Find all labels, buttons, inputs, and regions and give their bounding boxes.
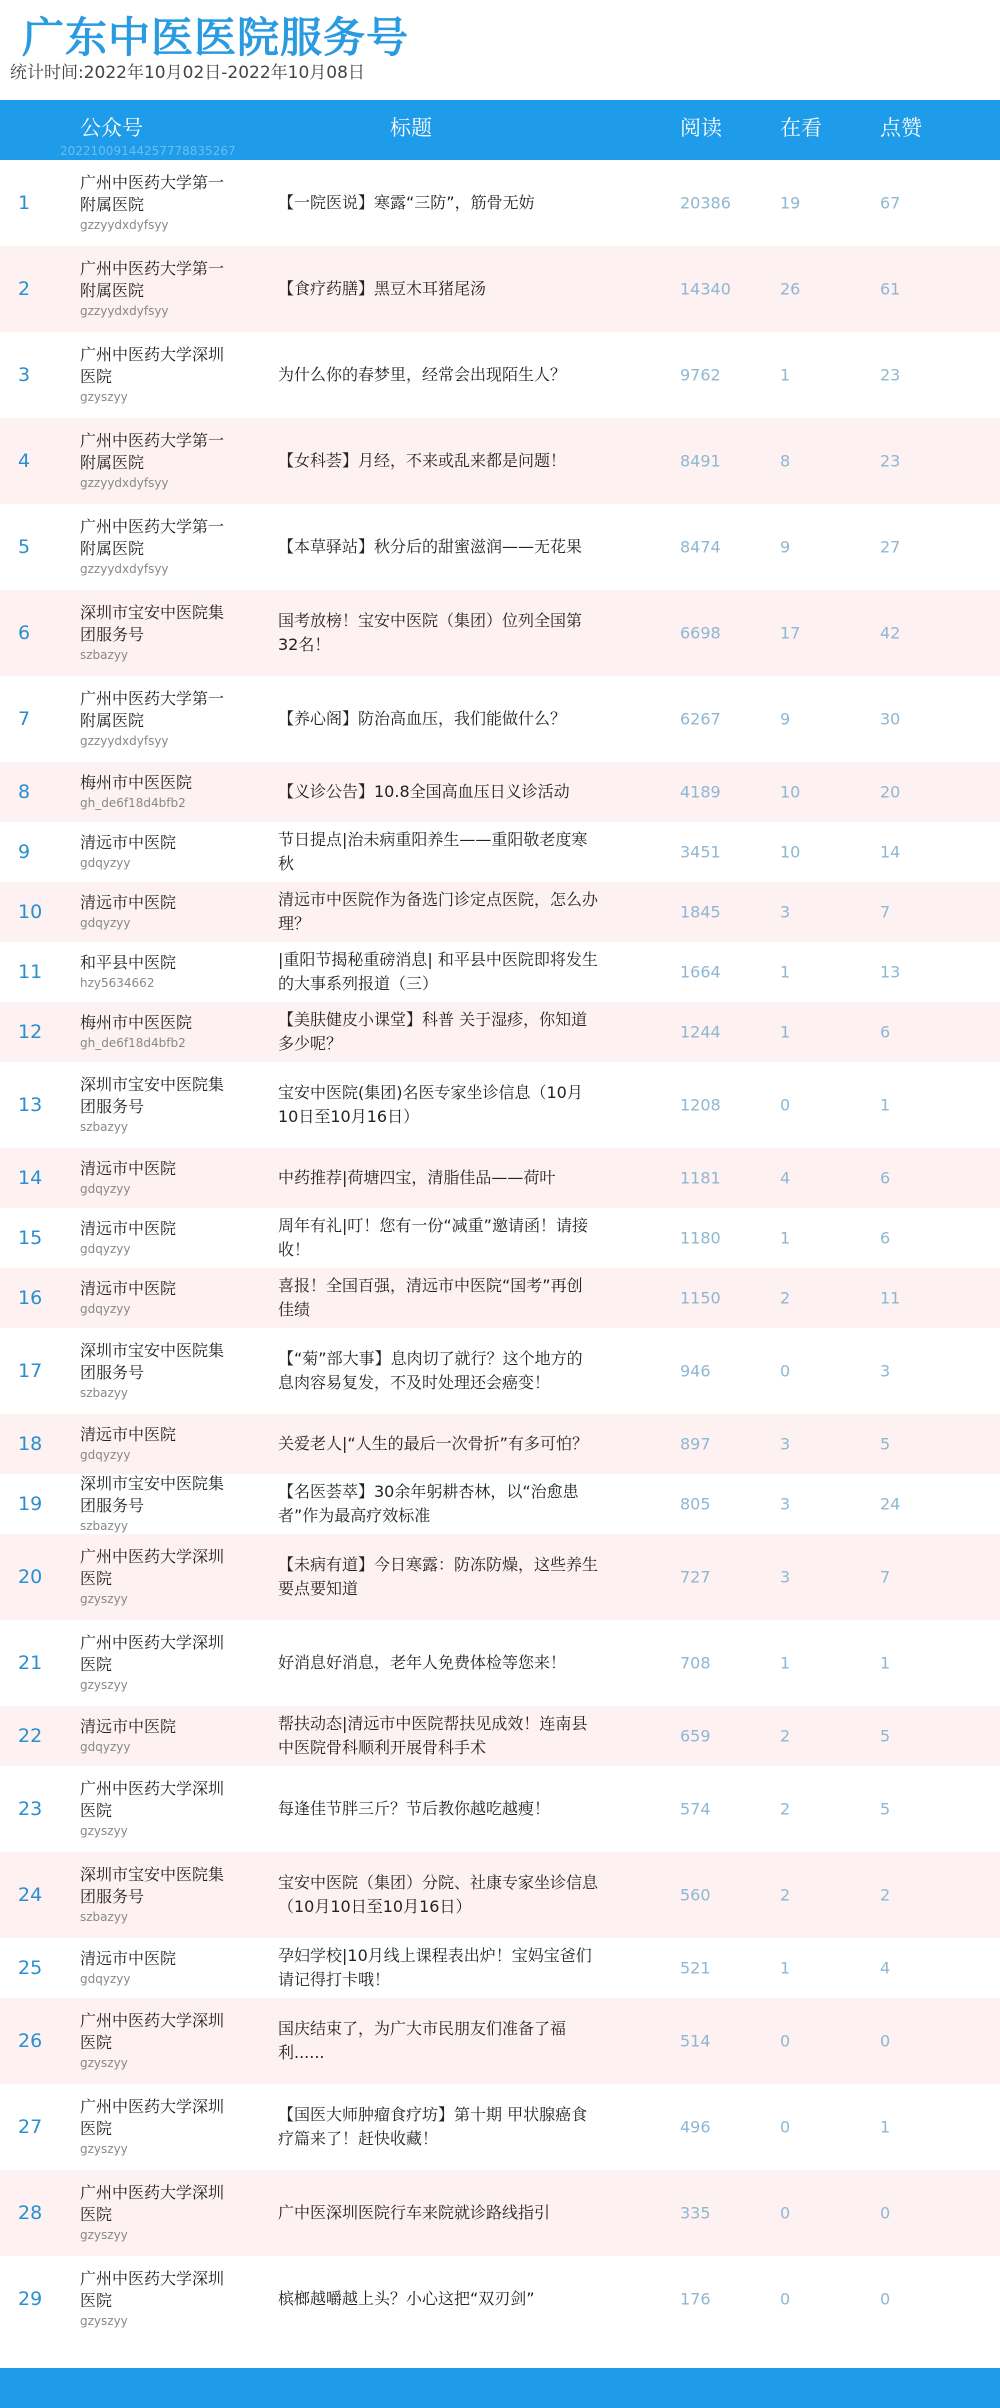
rank-number: 5 xyxy=(18,536,31,558)
account-name: 广州中医药大学深圳医院 xyxy=(80,2011,225,2052)
account-cell[interactable] xyxy=(80,1218,230,1258)
account-id: gdqyzyy xyxy=(80,1972,131,1986)
column-header-watch[interactable]: 在看 xyxy=(780,116,822,140)
table-row[interactable] xyxy=(0,1852,1000,1938)
article-title[interactable]: 帮扶动态|清远市中医院帮扶见成效！连南县中医院骨科顺利开展骨科手术 xyxy=(278,1714,588,1757)
like-count: 6 xyxy=(880,1168,891,1188)
account-cell[interactable] xyxy=(80,1473,230,1535)
watch-count: 10 xyxy=(780,842,801,862)
table-row[interactable] xyxy=(0,418,1000,504)
rank-number: 2 xyxy=(18,278,31,300)
account-cell[interactable] xyxy=(80,1546,230,1608)
watch-count: 1 xyxy=(780,1958,791,1978)
account-id: gzzyydxdyfsyy xyxy=(80,218,169,232)
read-count: 9762 xyxy=(680,365,721,385)
account-cell[interactable] xyxy=(80,1158,230,1198)
rank-number: 15 xyxy=(18,1227,43,1249)
read-count: 521 xyxy=(680,1958,711,1978)
watch-count: 2 xyxy=(780,1799,791,1819)
table-header xyxy=(0,100,1000,160)
account-id: gdqyzyy xyxy=(80,1740,131,1754)
account-id: gdqyzyy xyxy=(80,856,131,870)
account-cell[interactable] xyxy=(80,1424,230,1464)
article-title[interactable]: 宝安中医院（集团）分院、社康专家坐诊信息（10月10日至10月16日） xyxy=(278,1873,599,1916)
like-count: 5 xyxy=(880,1799,891,1819)
table-row[interactable] xyxy=(0,822,1000,882)
table-row[interactable] xyxy=(0,762,1000,822)
article-title[interactable]: 为什么你的春梦里，经常会出现陌生人？ xyxy=(278,365,567,384)
read-count: 1150 xyxy=(680,1288,721,1308)
read-count: 1180 xyxy=(680,1228,721,1248)
watch-count: 9 xyxy=(780,709,791,729)
account-cell[interactable] xyxy=(80,1012,230,1052)
table-row[interactable] xyxy=(0,1534,1000,1620)
article-title[interactable]: 关爱老人|“人生的最后一次骨折”有多可怕？ xyxy=(278,1434,588,1453)
read-count: 897 xyxy=(680,1434,711,1454)
like-count: 3 xyxy=(880,1361,891,1381)
rank-number: 16 xyxy=(18,1287,43,1309)
rank-number: 22 xyxy=(18,1725,43,1747)
account-name: 深圳市宝安中医院集团服务号 xyxy=(80,1341,225,1382)
read-count: 6698 xyxy=(680,623,721,643)
article-title[interactable]: 宝安中医院(集团)名医专家坐诊信息（10月10日至10月16日） xyxy=(278,1083,583,1126)
account-name: 清远市中医院 xyxy=(80,833,177,852)
read-count: 727 xyxy=(680,1567,711,1587)
account-name: 广州中医药大学深圳医院 xyxy=(80,1779,225,1820)
read-count: 1664 xyxy=(680,962,721,982)
account-name: 清远市中医院 xyxy=(80,1425,177,1444)
read-count: 1244 xyxy=(680,1022,721,1042)
table-row[interactable] xyxy=(0,1766,1000,1852)
watch-count: 1 xyxy=(780,962,791,982)
like-count: 67 xyxy=(880,193,901,213)
account-id: szbazyy xyxy=(80,1120,129,1134)
table-row[interactable] xyxy=(0,1208,1000,1268)
rank-number: 28 xyxy=(18,2202,43,2224)
account-id: hzy5634662 xyxy=(80,976,155,990)
account-id: szbazyy xyxy=(80,1910,129,1924)
read-count: 8474 xyxy=(680,537,721,557)
account-name: 广州中医药大学深圳医院 xyxy=(80,2183,225,2224)
like-count: 14 xyxy=(880,842,901,862)
account-name: 清远市中医院 xyxy=(80,893,177,912)
like-count: 13 xyxy=(880,962,901,982)
like-count: 0 xyxy=(880,2031,891,2051)
watch-count: 2 xyxy=(780,1288,791,1308)
page-title: 广东中医医院服务号 xyxy=(22,13,410,62)
account-cell[interactable] xyxy=(80,2182,230,2244)
rank-number: 4 xyxy=(18,450,31,472)
table-row[interactable] xyxy=(0,1148,1000,1208)
table-row[interactable] xyxy=(0,332,1000,418)
account-id: gzyszyy xyxy=(80,390,128,404)
watch-count: 3 xyxy=(780,1434,791,1454)
read-count: 514 xyxy=(680,2031,711,2051)
watch-count: 4 xyxy=(780,1168,791,1188)
article-title[interactable]: 【本草驿站】秋分后的甜蜜滋润——无花果 xyxy=(278,537,583,556)
like-count: 42 xyxy=(880,623,901,643)
like-count: 0 xyxy=(880,2203,891,2223)
watch-count: 2 xyxy=(780,1885,791,1905)
account-name: 清远市中医院 xyxy=(80,1717,177,1736)
table-row[interactable] xyxy=(0,2256,1000,2342)
read-count: 1208 xyxy=(680,1095,721,1115)
account-id: gzzyydxdyfsyy xyxy=(80,734,169,748)
table-row[interactable] xyxy=(0,1706,1000,1766)
read-count: 4189 xyxy=(680,782,721,802)
article-title[interactable]: 每逢佳节胖三斤？节后教你越吃越瘦！ xyxy=(278,1799,551,1818)
table-row[interactable] xyxy=(0,1414,1000,1474)
article-title[interactable]: 清远市中医院作为备选门诊定点医院，怎么办理？ xyxy=(278,890,599,933)
table-row[interactable] xyxy=(0,1268,1000,1328)
account-cell[interactable] xyxy=(80,516,230,578)
account-cell[interactable] xyxy=(80,602,230,664)
table-row[interactable] xyxy=(0,2084,1000,2170)
table-row[interactable] xyxy=(0,246,1000,332)
account-id: gzyszyy xyxy=(80,2142,128,2156)
account-id: gdqyzyy xyxy=(80,1242,131,1256)
like-count: 23 xyxy=(880,451,901,471)
rank-number: 13 xyxy=(18,1094,43,1116)
column-header-like[interactable]: 点赞 xyxy=(880,116,922,140)
read-count: 3451 xyxy=(680,842,721,862)
account-name: 深圳市宝安中医院集团服务号 xyxy=(80,1474,225,1515)
table-row[interactable] xyxy=(0,1328,1000,1414)
watch-count: 0 xyxy=(780,1095,791,1115)
table-row[interactable] xyxy=(0,1062,1000,1148)
account-name: 广州中医药大学第一附属医院 xyxy=(80,689,225,730)
account-cell[interactable] xyxy=(80,892,230,932)
table-row[interactable] xyxy=(0,160,1000,246)
account-name: 深圳市宝安中医院集团服务号 xyxy=(80,1075,225,1116)
account-cell[interactable] xyxy=(80,1340,230,1402)
article-title[interactable]: 【国医大师肿瘤食疗坊】第十期 甲状腺癌食疗篇来了！赶快收藏！ xyxy=(278,2105,588,2148)
column-header-account[interactable]: 公众号 xyxy=(80,116,143,140)
table-row[interactable] xyxy=(0,676,1000,762)
account-id: gzzyydxdyfsyy xyxy=(80,476,169,490)
account-id: gzyszyy xyxy=(80,2314,128,2328)
read-count: 659 xyxy=(680,1726,711,1746)
watch-count: 0 xyxy=(780,2203,791,2223)
like-count: 6 xyxy=(880,1022,891,1042)
like-count: 1 xyxy=(880,1095,891,1115)
like-count: 7 xyxy=(880,1567,891,1587)
read-count: 560 xyxy=(680,1885,711,1905)
account-name: 广州中医药大学深圳医院 xyxy=(80,1633,225,1674)
account-cell[interactable] xyxy=(80,2010,230,2072)
article-title[interactable]: 【一院医说】寒露“三防”，筋骨无妨 xyxy=(278,193,535,212)
account-id: gdqyzyy xyxy=(80,916,131,930)
article-title[interactable]: 好消息好消息，老年人免费体检等您来！ xyxy=(278,1653,567,1672)
account-cell[interactable] xyxy=(80,1716,230,1756)
article-title[interactable]: 中药推荐|荷塘四宝，清脂佳品——荷叶 xyxy=(278,1168,556,1187)
account-name: 广州中医药大学第一附属医院 xyxy=(80,259,225,300)
like-count: 2 xyxy=(880,1885,891,1905)
rank-number: 19 xyxy=(18,1493,43,1515)
rank-number: 27 xyxy=(18,2116,43,2138)
account-cell[interactable] xyxy=(80,1948,230,1988)
read-count: 574 xyxy=(680,1799,711,1819)
watch-count: 1 xyxy=(780,1022,791,1042)
account-name: 梅州市中医医院 xyxy=(80,1013,193,1032)
rank-number: 18 xyxy=(18,1433,43,1455)
account-cell[interactable] xyxy=(80,1864,230,1926)
table-row[interactable] xyxy=(0,1620,1000,1706)
account-name: 广州中医药大学第一附属医院 xyxy=(80,173,225,214)
account-id: gh_de6f18d4bfb2 xyxy=(80,796,186,810)
account-name: 和平县中医院 xyxy=(80,953,177,972)
account-cell[interactable] xyxy=(80,430,230,492)
account-id: szbazyy xyxy=(80,648,129,662)
watch-count: 3 xyxy=(780,1494,791,1514)
account-id: gzyszyy xyxy=(80,1592,128,1606)
watch-count: 1 xyxy=(780,1228,791,1248)
account-id: gzyszyy xyxy=(80,2228,128,2242)
watch-count: 1 xyxy=(780,1653,791,1673)
article-title[interactable]: 周年有礼|叮！您有一份“减重”邀请函！请接收！ xyxy=(278,1216,588,1259)
account-id: gh_de6f18d4bfb2 xyxy=(80,1036,186,1050)
account-name: 深圳市宝安中医院集团服务号 xyxy=(80,1865,225,1906)
table-row[interactable] xyxy=(0,882,1000,942)
table-row[interactable] xyxy=(0,1474,1000,1534)
read-count: 176 xyxy=(680,2289,711,2309)
account-id: gdqyzyy xyxy=(80,1448,131,1462)
read-count: 335 xyxy=(680,2203,711,2223)
account-cell[interactable] xyxy=(80,1778,230,1840)
rank-number: 26 xyxy=(18,2030,43,2052)
account-cell[interactable] xyxy=(80,2096,230,2158)
like-count: 23 xyxy=(880,365,901,385)
watch-count: 10 xyxy=(780,782,801,802)
read-count: 14340 xyxy=(680,279,731,299)
watch-count: 9 xyxy=(780,537,791,557)
account-id: gdqyzyy xyxy=(80,1302,131,1316)
account-name: 清远市中医院 xyxy=(80,1159,177,1178)
table-row[interactable] xyxy=(0,1938,1000,1998)
rank-number: 12 xyxy=(18,1021,43,1043)
watch-count: 0 xyxy=(780,2289,791,2309)
account-id: szbazyy xyxy=(80,1519,129,1533)
account-cell[interactable] xyxy=(80,172,230,234)
rank-number: 7 xyxy=(18,708,31,730)
rank-number: 24 xyxy=(18,1884,43,1906)
date-range: 统计时间:2022年10月02日-2022年10月08日 xyxy=(10,63,365,83)
read-count: 1845 xyxy=(680,902,721,922)
rank-number: 20 xyxy=(18,1566,43,1588)
watch-count: 0 xyxy=(780,1361,791,1381)
account-cell[interactable] xyxy=(80,952,230,992)
like-count: 20 xyxy=(880,782,901,802)
rank-number: 14 xyxy=(18,1167,43,1189)
article-title[interactable]: 【未病有道】今日寒露：防冻防燥，这些养生要点要知道 xyxy=(278,1555,599,1598)
watch-count: 8 xyxy=(780,451,791,471)
account-id: gzyszyy xyxy=(80,1678,128,1692)
rank-number: 3 xyxy=(18,364,31,386)
article-title[interactable]: 【女科荟】月经，不来或乱来都是问题！ xyxy=(278,451,567,470)
like-count: 5 xyxy=(880,1434,891,1454)
like-count: 6 xyxy=(880,1228,891,1248)
like-count: 1 xyxy=(880,2117,891,2137)
rank-number: 8 xyxy=(18,781,31,803)
like-count: 1 xyxy=(880,1653,891,1673)
like-count: 24 xyxy=(880,1494,901,1514)
article-title[interactable]: 喜报！全国百强，清远市中医院“国考”再创佳绩 xyxy=(278,1276,583,1319)
account-cell[interactable] xyxy=(80,688,230,750)
column-header-read[interactable]: 阅读 xyxy=(680,116,722,140)
like-count: 7 xyxy=(880,902,891,922)
table-row[interactable] xyxy=(0,942,1000,1002)
account-name: 深圳市宝安中医院集团服务号 xyxy=(80,603,225,644)
account-name: 清远市中医院 xyxy=(80,1949,177,1968)
table-row[interactable] xyxy=(0,1998,1000,2084)
rank-number: 10 xyxy=(18,901,43,923)
account-cell[interactable] xyxy=(80,772,230,812)
watch-count: 2 xyxy=(780,1726,791,1746)
read-count: 6267 xyxy=(680,709,721,729)
watch-count: 0 xyxy=(780,2031,791,2051)
account-id: gdqyzyy xyxy=(80,1182,131,1196)
table-row[interactable] xyxy=(0,590,1000,676)
read-count: 8491 xyxy=(680,451,721,471)
rank-number: 6 xyxy=(18,622,31,644)
read-count: 1181 xyxy=(680,1168,721,1188)
like-count: 61 xyxy=(880,279,901,299)
read-count: 946 xyxy=(680,1361,711,1381)
article-title[interactable]: 【食疗药膳】黑豆木耳猪尾汤 xyxy=(278,279,487,298)
account-cell[interactable] xyxy=(80,2268,230,2330)
account-id: gzzyydxdyfsyy xyxy=(80,562,169,576)
column-header-title[interactable]: 标题 xyxy=(390,116,432,140)
account-cell[interactable] xyxy=(80,1632,230,1694)
article-title[interactable]: 国考放榜！宝安中医院（集团）位列全国第32名！ xyxy=(278,611,583,654)
account-name: 广州中医药大学深圳医院 xyxy=(80,2097,225,2138)
like-count: 5 xyxy=(880,1726,891,1746)
article-title[interactable]: 【养心阁】防治高血压，我们能做什么？ xyxy=(278,709,567,728)
account-cell[interactable] xyxy=(80,258,230,320)
footer-bar xyxy=(0,2368,1000,2408)
article-title[interactable]: |重阳节揭秘重磅消息| 和平县中医院即将发生的大事系列报道（三） xyxy=(278,950,598,993)
article-title[interactable]: 国庆结束了，为广大市民朋友们准备了福利...... xyxy=(278,2019,567,2062)
account-name: 清远市中医院 xyxy=(80,1219,177,1238)
account-id: gzyszyy xyxy=(80,1824,128,1838)
like-count: 0 xyxy=(880,2289,891,2309)
article-title[interactable]: 广中医深圳医院行车来院就诊路线指引 xyxy=(278,2203,551,2222)
rank-number: 23 xyxy=(18,1798,43,1820)
read-count: 496 xyxy=(680,2117,711,2137)
rank-number: 25 xyxy=(18,1957,43,1979)
article-title[interactable]: 孕妇学校|10月线上课程表出炉！宝妈宝爸们请记得打卡哦！ xyxy=(278,1946,592,1989)
rank-number: 17 xyxy=(18,1360,43,1382)
like-count: 4 xyxy=(880,1958,891,1978)
read-count: 805 xyxy=(680,1494,711,1514)
account-id: szbazyy xyxy=(80,1386,129,1400)
read-count: 708 xyxy=(680,1653,711,1673)
table-row[interactable] xyxy=(0,504,1000,590)
rank-number: 11 xyxy=(18,961,43,983)
article-title[interactable]: 节日提点|治未病重阳养生——重阳敬老度寒秋 xyxy=(278,830,588,873)
table-row[interactable] xyxy=(0,2170,1000,2256)
like-count: 11 xyxy=(880,1288,901,1308)
table-row[interactable] xyxy=(0,1002,1000,1062)
like-count: 27 xyxy=(880,537,901,557)
account-name: 清远市中医院 xyxy=(80,1279,177,1298)
watch-count: 0 xyxy=(780,2117,791,2137)
article-title[interactable]: 【义诊公告】10.8全国高血压日义诊活动 xyxy=(278,782,570,801)
article-title[interactable]: 槟榔越嚼越上头？小心这把“双刃剑” xyxy=(278,2289,535,2308)
account-name: 广州中医药大学深圳医院 xyxy=(80,345,225,386)
account-cell[interactable] xyxy=(80,344,230,406)
rank-number: 1 xyxy=(18,192,31,214)
rank-number: 9 xyxy=(18,841,31,863)
account-id: gzyszyy xyxy=(80,2056,128,2070)
article-title[interactable]: 【“菊”部大事】息肉切了就行？这个地方的息肉容易复发，不及时处理还会癌变！ xyxy=(278,1349,583,1392)
watch-count: 1 xyxy=(780,365,791,385)
article-title[interactable]: 【美肤健皮小课堂】科普 关于湿疹，你知道多少呢？ xyxy=(278,1010,588,1053)
account-name: 广州中医药大学深圳医院 xyxy=(80,2269,225,2310)
account-cell[interactable] xyxy=(80,832,230,872)
account-name: 广州中医药大学第一附属医院 xyxy=(80,431,225,472)
account-name: 梅州市中医医院 xyxy=(80,773,193,792)
account-cell[interactable] xyxy=(80,1074,230,1136)
account-cell[interactable] xyxy=(80,1278,230,1318)
watch-count: 3 xyxy=(780,1567,791,1587)
watermark: 20221009144257778835267 xyxy=(60,144,236,158)
article-title[interactable]: 【名医荟萃】30余年躬耕杏林，以“治愈患者”作为最高疗效标准 xyxy=(278,1482,579,1525)
watch-count: 19 xyxy=(780,193,801,213)
watch-count: 17 xyxy=(780,623,801,643)
account-name: 广州中医药大学第一附属医院 xyxy=(80,517,225,558)
rank-number: 21 xyxy=(18,1652,43,1674)
account-name: 广州中医药大学深圳医院 xyxy=(80,1547,225,1588)
read-count: 20386 xyxy=(680,193,731,213)
like-count: 30 xyxy=(880,709,901,729)
watch-count: 3 xyxy=(780,902,791,922)
account-id: gzzyydxdyfsyy xyxy=(80,304,169,318)
rank-number: 29 xyxy=(18,2288,43,2310)
watch-count: 26 xyxy=(780,279,801,299)
